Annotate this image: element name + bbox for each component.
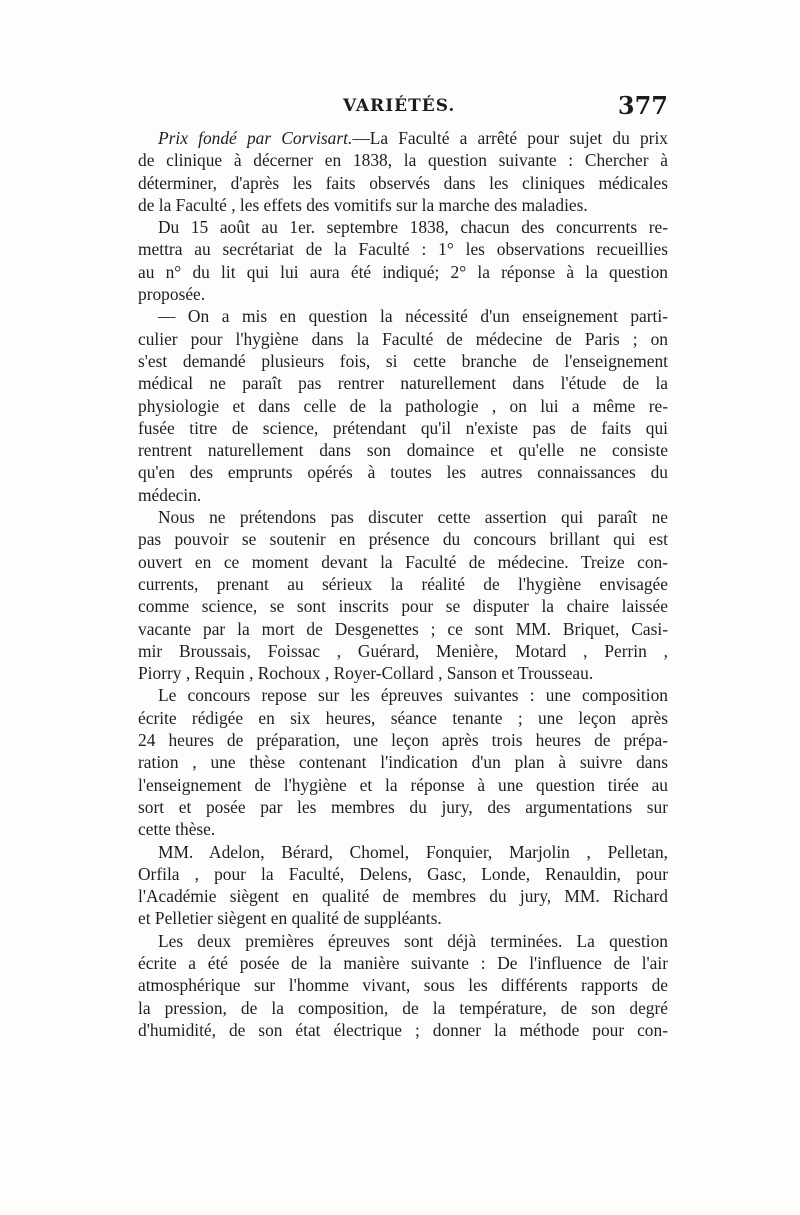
line-text: comme science, se sont inscrits pour se disputer la chaire laissée: [138, 596, 668, 617]
line-text: déterminer, d'après les faits observés dans les cliniques médicales: [138, 172, 668, 193]
text-line: [138, 417, 668, 439]
text-line: [138, 818, 668, 840]
text-line: [138, 238, 668, 260]
page-number: 377: [617, 91, 668, 120]
text-line: [138, 172, 668, 194]
text-line: [138, 885, 668, 907]
line-text: Piorry , Requin , Rochoux , Royer-Collard , Sanson et Trousseau.: [138, 663, 594, 684]
text-line: [138, 684, 668, 706]
text-line: [138, 261, 668, 283]
line-text: cette thèse.: [138, 819, 216, 840]
line-text: ouvert en ce moment devant la Faculté de médecine. Treize con-: [138, 551, 668, 572]
text-line: [138, 707, 668, 729]
text-line: [138, 618, 668, 640]
paragraph: [138, 506, 668, 684]
paragraph: [138, 684, 668, 840]
text-line: [138, 484, 668, 506]
line-text: sort et posée par les membres du jury, des argumentations sur: [138, 796, 668, 817]
line-text: médecin.: [138, 484, 202, 505]
line-text: s'est demandé plusieurs fois, si cette branche de l'enseignement: [138, 350, 668, 371]
text-line: [138, 640, 668, 662]
text-line: [138, 506, 668, 528]
text-line: [138, 595, 668, 617]
line-text: mir Broussais, Foissac , Guérard, Menière, Motard , Perrin ,: [138, 640, 668, 661]
text-line: [138, 395, 668, 417]
line-text: MM. Adelon, Bérard, Chomel, Fonquier, Marjolin , Pelletan,: [158, 841, 668, 862]
line-text: d'humidité, de son état électrique ; donner la méthode pour con-: [138, 1019, 668, 1040]
line-text: et Pelletier siègent en qualité de suppléants.: [138, 908, 442, 929]
line-text: physiologie et dans celle de la pathologie , on lui a même re-: [138, 395, 668, 416]
line-text: atmosphérique sur l'homme vivant, sous les différents rapports de: [138, 975, 668, 996]
line-text: vacante par la mort de Desgenettes ; ce sont MM. Briquet, Casi-: [138, 618, 668, 639]
line-text: proposée.: [138, 284, 206, 305]
text-line: [138, 283, 668, 305]
paragraph: [138, 841, 668, 930]
text-line: [138, 796, 668, 818]
line-text: pas pouvoir se soutenir en présence du concours brillant qui est: [138, 529, 668, 550]
line-text: Orfila , pour la Faculté, Delens, Gasc, Londe, Renauldin, pour: [138, 863, 668, 884]
line-text: au n° du lit qui lui aura été indiqué; 2° la réponse à la question: [138, 261, 668, 282]
paragraph: [138, 930, 668, 1041]
text-line: [138, 216, 668, 238]
line-text: 24 heures de préparation, une leçon après trois heures de prépa-: [138, 730, 668, 751]
paragraph: [138, 216, 668, 305]
line-text: Nous ne prétendons pas discuter cette assertion qui paraît ne: [158, 507, 668, 528]
text-line: [138, 774, 668, 796]
text-line: [138, 328, 668, 350]
line-text: de la Faculté , les effets des vomitifs sur la marche des maladies.: [138, 194, 588, 215]
line-text: écrite rédigée en six heures, séance tenante ; une leçon après: [138, 707, 668, 728]
line-text: écrite a été posée de la manière suivante : De l'influence de l'air: [138, 952, 668, 973]
text-line: [138, 573, 668, 595]
body-text: [138, 127, 668, 1041]
text-line: [138, 305, 668, 327]
line-text: fusée titre de science, prétendant qu'il n'existe pas de faits qui: [138, 417, 668, 438]
text-line: [138, 841, 668, 863]
text-line: [138, 662, 668, 684]
text-line: [138, 194, 668, 216]
line-text: l'Académie siègent en qualité de membres du jury, MM. Richard: [138, 886, 668, 907]
text-line: [138, 372, 668, 394]
text-line: [138, 127, 668, 149]
text-line: [138, 729, 668, 751]
line-text: Du 15 août au 1er. septembre 1838, chacun des concurrents re-: [158, 217, 668, 238]
text-line: [138, 930, 668, 952]
line-text: culier pour l'hygiène dans la Faculté de médecine de Paris ; on: [138, 328, 668, 349]
line-text: currents, prenant au sérieux la réalité de l'hygiène envisagée: [138, 573, 668, 594]
paragraph: [138, 305, 668, 506]
text-line: [138, 952, 668, 974]
text-line: [138, 149, 668, 171]
text-line: [138, 439, 668, 461]
text-line: [138, 997, 668, 1019]
text-line: [138, 350, 668, 372]
line-text: de clinique à décerner en 1838, la question suivante : Chercher à: [138, 150, 668, 171]
text-line: [138, 528, 668, 550]
line-text: Les deux premières épreuves sont déjà terminées. La question: [158, 930, 668, 951]
line-text: —La Faculté a arrêté pour sujet du prix: [352, 128, 668, 148]
text-line: [138, 863, 668, 885]
line-text: qu'en des emprunts opérés à toutes les autres connaissances du: [138, 462, 668, 483]
running-head: VARIÉTÉS.: [343, 96, 456, 116]
page-header: [138, 91, 668, 126]
text-line: [138, 551, 668, 573]
line-text: la pression, de la composition, de la température, de son degré: [138, 997, 668, 1018]
italic-lead: Prix fondé par Corvisart.: [158, 128, 353, 148]
line-text: ration , une thèse contenant l'indication d'un plan à suivre dans: [138, 752, 668, 773]
line-text: — On a mis en question la nécessité d'un enseignement parti-: [158, 306, 668, 327]
line-text: rentrent naturellement dans son domaince et qu'elle ne consiste: [138, 440, 668, 461]
line-text: l'enseignement de l'hygiène et la réponse à une question tirée au: [138, 774, 668, 795]
text-line: [138, 907, 668, 929]
text-line: [138, 751, 668, 773]
line-text: Le concours repose sur les épreuves suivantes : une composition: [158, 685, 668, 706]
text-line: [138, 1019, 668, 1041]
line-text: médical ne paraît pas rentrer naturellement dans l'étude de la: [138, 373, 668, 394]
text-line: [138, 974, 668, 996]
paragraph: [138, 127, 668, 216]
line-text: mettra au secrétariat de la Faculté : 1° les observations recueillies: [138, 239, 668, 260]
text-line: [138, 461, 668, 483]
